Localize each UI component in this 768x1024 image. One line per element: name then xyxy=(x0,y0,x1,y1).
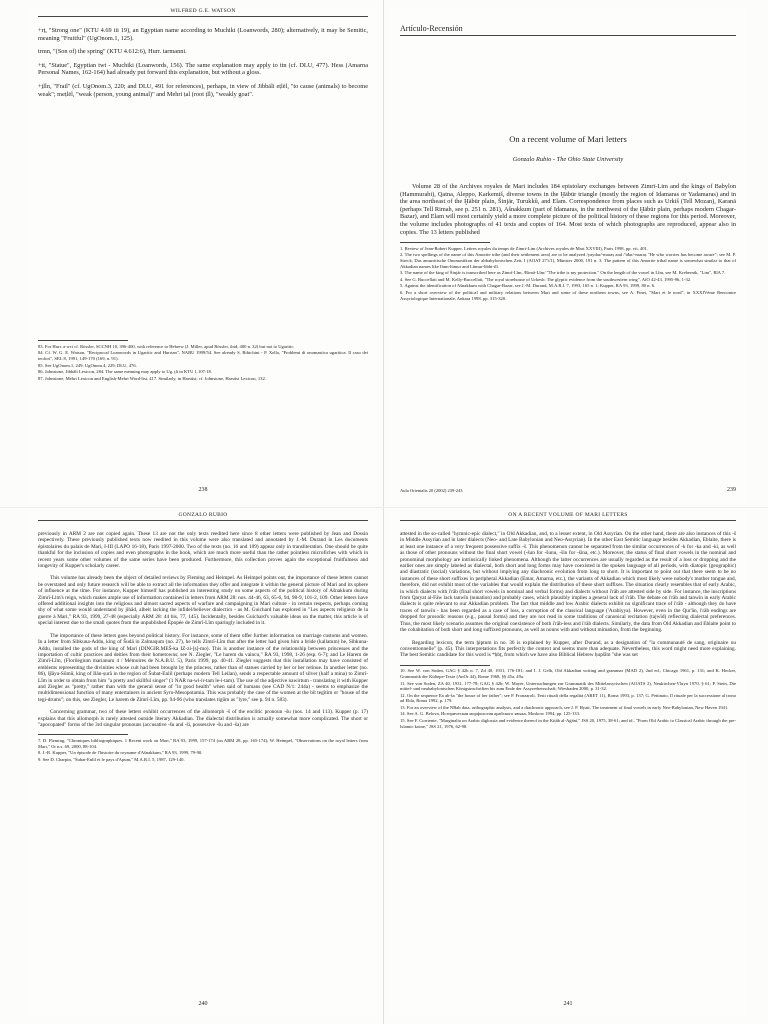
paragraph: attested in the so-called "hymnic-epic dialect," in Old Akkadian, and, to a lesser extent, in Old Assyrian. On the other hand, there are also instances of this -š in Middle Assyrian and in later dialects (Neo- and Late Babylonian and Neo-Assyrian). In the other East Semitic language besides Akkadian, Eblaite, there is at least one instance of a very frequent possessive suffix -š. This phenomenon cannot be separated from the similar occurrences of -k for -ka and -ki, as well as those of other pronouns without the final short vowel (-šun for -šunu, -šin for -šina, etc.). Moreover, the status of final short vowels in the nominal and pronominal morphology are intrinsically linked phenomena. Although the latter occurrences are usually regarded as the result of a loss or dropping and the earlier ones are simply labeled as dialectal, both short and long forms may have coexisted in the spoken language of all periods, with diatopic (geographic) and diastratic (social) variations, but without implying any diachronic evolution from long to short. It is important to point out that there seem to be no instances of these short suffixes in peripheral Akkadian (Emar, Amarna, etc.), the variants of Akkadian which most likely were nobody's mother tongue and, therefore, did not exhibit most of the variables that would explain the distribution of these short suffixes. The situation clearly resembles that of early Arabic, in which dialects with i'rāb (final short vowels in nominal and verbal forms) and dialects without i'rāb are attested side by side. For instance, the inscriptions from Qaryat al-Fāw lack tanwīn (nunation) and probably cases, which plausibly implies a general lack of i'rāb. The debate on i'rāb and tanwīn in early Arabic dialects is quite relevant to our Akkadian problem. The fact that middle and low Arabic dialects exhibit no significant trace of i'rāb - although they do have traces of tanwīn - has been regarded as a case of loss, a corruption of the classical language ('Arabiyya). However, even in the Qur'ān, i'rāb endings are dropped for prosodic reasons (e.g., pausal forms) and they are not read in some traditions of canonical recitation (tajwīd) reflecting dialectal preferences. Thus, the most likely scenario assumes the original coexistence of both i'rāb-less and i'rāb dialects. Similarly, the data from Old Akkadian and Eblaite point to the cohabitation of both short and long suffixed pronouns, as well as nouns with and without mimation, from the beginning. xyxy=(400,531,736,634)
footnote: 7. D. Fleming, "Chroniques bibliographiques. 1 Recent work on Mari," RA 93, 1999, 157-174 (on ARM 28, pp. 165-174); W. Heimpel, "Observations on the royal letters from Mari," Or n.s. 69, 2000, 88-104. xyxy=(38,737,368,749)
body-text xyxy=(400,183,736,236)
paragraph: Volume 28 of the Archives royales de Mari includes 184 epistolary exchanges between Zimrī-Lim and the kings of Babylon (Hammurabi), Qatna, Aleppo, Karkemiš, diverse towns in the Ḫābūr triangle (mostly the region of Idamaras or Yadamaras) and in the area northeast of the Ḫābūr plain, Šinjār, Turukkû, and Elam. Correspondence from places such as Urkiš (Tell Mozan), Karanā (perhaps Tell Rimah, see p. 251 n. 281), Ašnakkum (part of Idamaras, in the northwest of the Ḫābūr plain, perhaps modern Chagar-Bazar), and Elam will most certainly yield a more complete picture of the political history of these regions for this period. Moreover, the volume includes photographs of 41 texts and copies of 164. Most texts of which photographs are reproduced, appear also in copies. The 13 letters published xyxy=(400,183,736,236)
page-240 xyxy=(28,512,378,1017)
running-head: GONZALO RUBIO xyxy=(38,512,368,521)
footnote: 15. See F. Corriente, "Marginalia on Arabic diglossia and evidence thereof in the Kitāb al-Aġānī," JSS 20, 1975, 38-61; and id., "From Old Arabic to Classical Arabic through the pre-Islamic koine," JSS 21, 1976, 62-98. xyxy=(400,718,736,729)
paragraph: trmn, "(Son of) the spring" (KTU 4.612:6), Hurr. tarmanni. xyxy=(38,48,187,56)
footnotes xyxy=(38,344,368,382)
footnote: 4. See G. Buccellati and M. Kelly-Buccellati, "The royal storehouse of Urkesh: The glyptic evidence from the southwestern wing", AfO 42-43, 1995-96, 1-32. xyxy=(400,276,692,282)
page-239 xyxy=(390,8,746,503)
footnote: 12. On the sequence Ea ab-ša "the house of her father"; see P. Fronzaroli, Testi rituali della regalità (ARET 11), Roma 1993, p. 137; G. Pettinato, Il rituale per la successione al trono ad Ebla, Roma 1992, p. 179. xyxy=(400,692,736,704)
footnote-rule xyxy=(38,340,128,341)
page-number: 240 xyxy=(198,1001,208,1007)
footnote: 8. J.-R. Kupper, "Un épisode de l'histoire du royaume d'Ašnakkum," RA 93, 1999, 79-90. xyxy=(38,750,203,756)
paragraph: +tt, "Statue", Egyptian twt - Muchiki (Loanwords, 156). The same explanation may apply to ttn (cf. DLU, 477). Hess (Amarna Personal Names, 162-164) had already put forward this explanation, but without a gloss. xyxy=(38,61,368,77)
footnotes xyxy=(38,738,368,762)
footnote: 1. Review of Jean-Robert Kupper, Lettres royales du temps de Zimri-Lim (Archives royales de Mari XXVIII), Paris 1998, pp. vii, 401. xyxy=(400,245,648,251)
footnote: 5. Against the identification of Ašnakkum with Chagar-Bazar, see J.-M. Durand, M.A.R.I. 7, 1993, 165 n. 1; Kupper, RA 93, 1999, 80 n. 6. xyxy=(400,283,656,289)
article-title: On a recent volume of Mari letters xyxy=(509,134,627,144)
footnote-rule xyxy=(38,734,128,735)
footnote: 3. The name of the king of Šinjār is transcribed here as Zimrī-Lîm, /Rimā-Lîm/ "The tribe is my protection." On the length of the vowel in Lîm, see M. Krebernik, "Lim", RlA 7. xyxy=(400,270,726,276)
footnote: 9. See D. Charpin, "Šubat-Enlil et le pays d'Apum," M.A.R.I. 5, 1987, 129-140. xyxy=(38,756,185,762)
journal-citation: Aula Orientalis 20 (2002) 239-243 xyxy=(400,488,463,493)
footnote: 86. Johnstone, Jibbāli Lexicon, 284. The same meaning may apply to Ug. ṯlt in KTU 1.107:18. xyxy=(38,369,212,375)
footnote: 2. The two spellings of the name of this Amorite tribe (and their settlement area) are to be analyzed /yaydar/-maraṣ and /'iđar/-maraṣ "He who worries has become aware"; see M. P. Streck, Das amurritische Onomastikon der altbabylonischen Zeit, I (AOAT 271/1), Münster 2000, 191 n. 3. The pattern of this Amorite tribal name is somewhat similar to that of Akkadian names like Ilum-lūmur and Lūmur-libbi-ilī. xyxy=(400,252,736,269)
page-238 xyxy=(28,8,378,503)
page-number: 239 xyxy=(727,487,736,493)
body-text xyxy=(38,531,368,728)
page-241 xyxy=(390,512,746,1017)
paragraph: The importance of these letters goes beyond political history. For instance, some of them offer further information on marriage customs and women. In a letter from Sibkuna-Addu, king of Šudā in Zalmaqum (no. 27), he tells Zimrī-Lîm that after the letter had given him a bride (kallatum) he, Sibkuna-Addu, installed the gods of the king of Mari (DINGIR.MEŠ-ka IZ-zi-[ṣ]-mo). This is another instance of the relationship between princesses and the importation of cultic practices and deities from their hometowns; see N. Ziegler, "Le harem du vaincu," RA 93, 1998, 1-26 (esp. 6-7); and Le Harem de Zimrī-Lîm, (Florilegium marianum 4 / Mémoires de N.A.B.U. 5), Paris 1999, pp. 40-41. Ziegler suggests that this installation may have consisted of emblems representing the divinities whose cult had been brought by the princess, rather than of statues carried by her or her retinue. In another letter (no. 86), Ḫāya-Sūmû, king of Ilān-ṣurā in the region of Šubat-Enlil (perhaps modern Tell Leilan), sends a respectable amount of silver (half a mina) to Zimrī-Lîm in order to obtain from him "a pretty and skillful singer" (1 NAR na-wi-ir-tam le-i-tam). The use of the adjective nawirtum - translating it with Kupper and Ziegler as "pretty," rather than with the general sense of "in good health" when said of humans (see CAD N/1: 244a) - seems to emphasize the multidimensional function of many entertainers in ancient Syro-Mesopotamia. This was probably the case of the women at the bīt tegītim or "house of the tegi-drums"; on this, see Ziegler, Le harem de Zimrī-Lîm, pp. 94-96 (who translates tigûm as "lyre," see p. 94 n. 583). xyxy=(38,632,368,703)
page-gutter xyxy=(383,0,384,1024)
footnote: 11. See von Soden, ZA 40, 1931, 177-78; GAG § 42k; W. Mayer, Untersuchungen zur Grammatik des Mittelassyrischen (AOATS 2), Neukirchen-Vluyn 1970, § 61; P. Stein, Die mittel- und neubabylonischen Königsinschriften bis zum Ende der Assyrerherrschaft; Wiesbaden 2000, p. 31-32. xyxy=(400,680,736,692)
footnote: 6. For a short overview of the political and military relations between Mari and some of these northern towns, see A. Finet, "Mari et le nord", in XXXIVème Rencontre Assyriologique Internationale, Ankara 1998, pp. 315-320. xyxy=(400,289,736,301)
paragraph: Concerning grammar, two of these letters exhibit occurrences of the allomorph -š of the enclitic pronoun -šu (nos. 14 and 113). Kupper (p. 17) explains that this allomorph is rarely attested outside literary Akkadian. The dialectal distribution is actually somewhat more complicated. The short or "apocopated" forms of the 3rd singular pronouns (accusative -šu and -ši, possessive -šu and -ša) are xyxy=(38,709,368,728)
section-heading: Artículo-Recensión xyxy=(400,24,736,36)
footnote: 10. See W. von Soden, GAG § 42h n. 7, Zd 40, 1931, 176-181; and I. J. Gelb, Old Akkadian writing and grammar (MAD 2), 2nd ed., Chicago 1961, p. 131; and K. Hecker, Grammatik der Kültepe-Texte (AnOr 44), Rome 1968, §§ 45a, 49a. xyxy=(400,668,736,679)
body-text xyxy=(400,531,736,659)
footnote: 85. See UgOnom.1, 249; UgOnom.4, 229; DLU, 476. xyxy=(38,362,137,368)
footnote-rule xyxy=(400,242,490,243)
running-head: ON A RECENT VOLUME OF MARI LETTERS xyxy=(400,512,736,521)
paragraph: This volume has already been the object of detailed reviews by Fleming and Heimpel. As Heimpel points out, the importance of these letters cannot be overstated and only future research will be able to extract all the information they offer and integrate it within the general picture of Mari and its sphere of influence at the time. For instance, Kupper himself has published an interesting study on some aspects of the political history of Ašnakkum during Zimrī-Lim's reign, which makes ample use of information contained in letters from ARM 28: nos. 44-46, 63, 65-6, 94, 98-9, 101-2, 109. Other letters have offered additional insights into the religious and almost sacred aspects of warfare and campaigning in Mari culture - in certain respects, perhaps coming shy of what some would understand by jihād, albeit lacking the infidel/believer dialectics - as M. Guichard has explored in "Les aspects religieux de la guerre à Mari," RA 93, 1999, 27-48 (especially ARM 28: 44 bis, 77, 145). Incidentally, besides Guichard's valuable ideas on the matter, this article is of special interest due to the small quotes from the unpublished Épopée de Zimrī-Lîm sparingly included in it. xyxy=(38,575,368,627)
footnotes xyxy=(400,246,736,301)
paragraph: +rṯ, "Strong one" (KTU 4.69 iii 19), an Egyptian name according to Muchiki (Loanwords, 280); alternatively, it may be Semitic, meaning "Fruitful" (UgOnom.1, 125). xyxy=(38,27,368,42)
footnote: 84. Cf. W. G. E. Watson, "Reciprocal Loanwords in Ugaritic and Hurrian", NABU 1999/54. See already S. Ribichini - P. Xella, "Problemi di onomastica ugaritica. Il caso dei teofori", SEL 8, 1991, 149-170 (169, n. 91). xyxy=(38,350,368,361)
footnotes xyxy=(400,668,736,729)
footnote-rule xyxy=(400,665,490,666)
paragraph: previously in ARM 2 are not copied again. These 13 are not the only texts reedited here since 8 other letters were published by Jean and Dossin respectively. These previously published texts now reedited in this volume were also translated and annotated by J.-M. Durand in Les documents épistolaires du palais de Mari, I-III (LAPO 16-18), Paris 1997-2000. Two of the texts (no. 16 and 109) appear only in transliteration. One should be quite thankful for the inclusion of copies and even photographs in the book, which are much more useful than the rather pointless microfiches with which in recent years some other volumes of the same series have been produced. Furthermore, this collection proves again the exceptional fruitfulness and longevity of Kupper's scholarly career. xyxy=(38,531,368,570)
footnote: 13. For an overview of the NBab data, orthographic analysis, and a diachronic approach, see J. P. Hyatt, The treatment of final vowels in early Neo-Babylonian, New Haven 1941. xyxy=(400,704,729,710)
article-author: Gonzalo Rubio - The Ohio State University xyxy=(512,156,624,163)
paragraph: +ṯlln, "Frail" (cf. UgOnom.3, 220; and DLU, 491 for references), perhaps, in view of Jibbāli eṭlēl, "to cause (animals) to become weak"; meṭlēl, "weak (person, young animal)" and Mehri ṭal (root ṭll), "weakly goat". xyxy=(38,82,368,98)
body-text xyxy=(38,27,368,98)
paragraph: Regarding lexicon, the term ḫiptum in no. 36 is explained by Kupper, after Durand, as a designation of "la communauté de sang, originaire ou conventionnelle" (p. 45). This interpretations fits perfectly the context and seems more than adequate. Nevertheless, this word might need more explaining. The best Semitic candidate for this word is *ḥbṯ, from which we have also Biblical Hebrew ḥupšîm "she was set xyxy=(400,639,736,659)
page-number: 238 xyxy=(198,487,208,493)
page-number: 241 xyxy=(563,1001,573,1007)
running-head: WILFRED G.E. WATSON xyxy=(38,8,368,17)
footnote: 83. For Hurr. a-a-ri cf. Rössler, SCCNH 10, 396-400, with reference to Hebrew (J. Miller, apud Rössler, ibid, 400 n. 32) but not to Ugaritic. xyxy=(38,343,295,349)
footnote: 87. Johnstone, Mehri Lexicon and English-Mehri Word-list, 417. Similarly, in Harsūsi; cf. Johnstone, Harsūsi Lexicon, 132. xyxy=(38,375,266,381)
spread-divider xyxy=(0,507,768,508)
footnote: 14. See A. G. Belova, Историческая морфология арабского языка, Moskow 1994, pp. 125-133. xyxy=(400,711,581,717)
